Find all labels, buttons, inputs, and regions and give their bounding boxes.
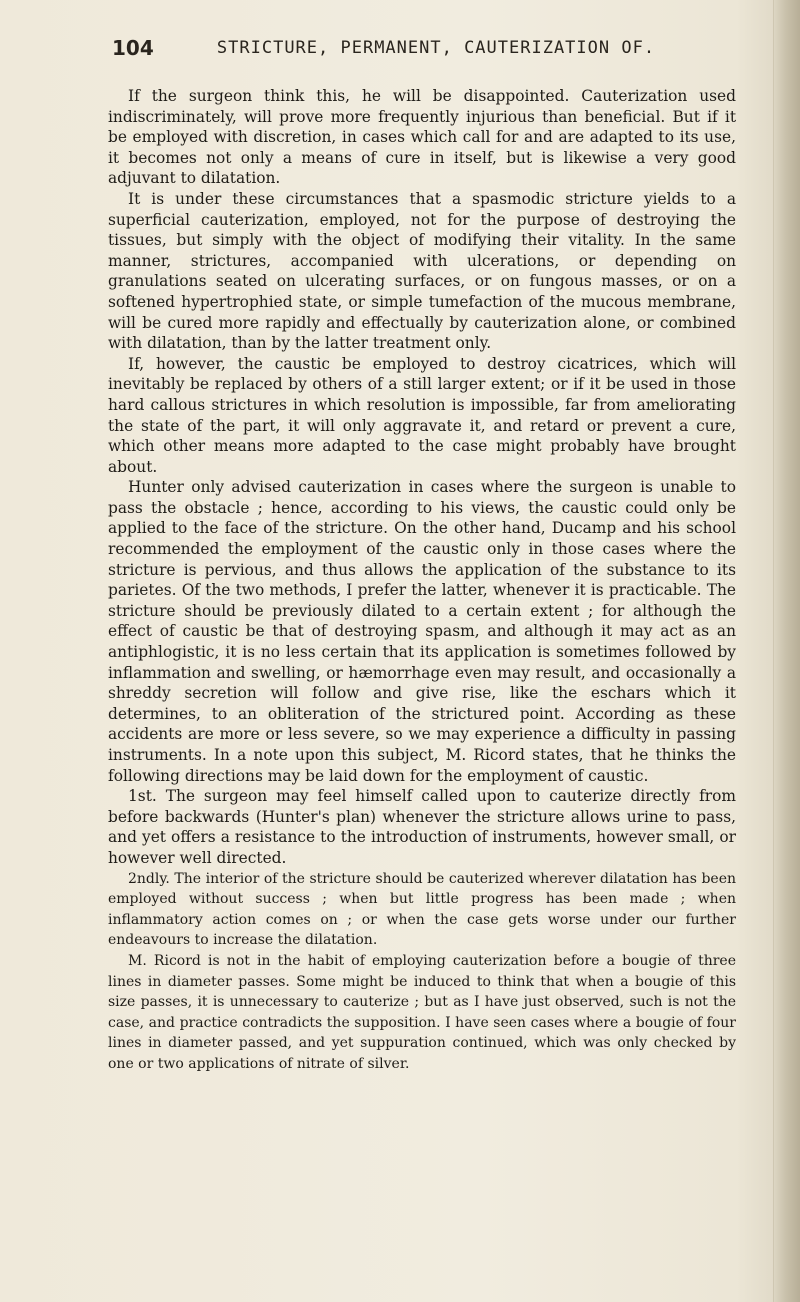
paragraph: 1st. The surgeon may feel himself called upon to cauterize directly from before backwards (Hunter's plan) whenever the stricture allows urine to pass, and yet offers a resistance to the introduction of instruments, however small, or however well directed. bbox=[108, 787, 736, 867]
body-text bbox=[108, 86, 736, 1075]
paragraph: If, however, the caustic be employed to destroy cicatrices, which will inevitably be replaced by others of a still larger extent; or if it be used in those hard callous strictures in which resolution is impossible, far from ameliorating the state of the part, it will only aggravate it, and retard or prevent a cure, which other means more adapted to the case might probably have brought about. bbox=[108, 354, 736, 476]
page-number: 104 bbox=[112, 36, 154, 60]
page-header bbox=[96, 36, 736, 62]
paragraph: Hunter only advised cauterization in cases where the surgeon is unable to pass the obstacle ; hence, according to his views, the caustic could only be applied to the face of the stricture. On the other hand, Ducamp and his school recommended the employment of the caustic only in those cases where the stricture is pervious, and thus allows the application of the substance to its parietes. Of the two methods, I prefer the latter, whenever it is practicable. The stricture should be previously dilated to a certain extent ; for although the effect of caustic be that of destroying spasm, and although it may act as an antiphlogistic, it is no less certain that its application is sometimes followed by inflammation and swelling, or hæmorrhage even may result, and occasionally a shreddy secretion will follow and give rise, like the eschars which it determines, to an obliteration of the strictured point. According as these accidents are more or less severe, so we may experience a difficulty in passing instruments. In a note upon this subject, M. Ricord states, that he thinks the following directions may be laid down for the employment of caustic. bbox=[108, 478, 736, 785]
paragraph: M. Ricord is not in the habit of employing cauterization before a bougie of three lines in diameter passes. Some might be induced to think that when a bougie of this size passes, it is unnecessary to cauterize ; but as I have just observed, such is not the case, and practice contradicts the supposition. I have seen cases where a bougie of four lines in diameter passed, and yet suppuration continued, which was only checked by one or two applications of nitrate of silver. bbox=[108, 952, 736, 1072]
paragraph: If the surgeon think this, he will be disappointed. Cauterization used indiscriminately, will prove more frequently injurious than beneficial. But if it be employed with discretion, in cases which call for and are adapted to its use, it becomes not only a means of cure in itself, but is likewise a very good adjuvant to dilatation. bbox=[108, 87, 736, 188]
running-head: STRICTURE, PERMANENT, CAUTERIZATION OF. bbox=[216, 38, 656, 58]
page-edge-shadow bbox=[773, 0, 800, 1302]
paragraph: 2ndly. The interior of the stricture should be cauterized wherever dilatation has been employed without success ; when but little progress has been made ; when inflammatory action comes on ; or when the case gets worse under our further endeavours to increase the dilatation. bbox=[108, 870, 736, 949]
paragraph: It is under these circumstances that a spasmodic stricture yields to a superficial cauterization, employed, not for the purpose of destroying the tissues, but simply with the object of modifying their vitality. In the same manner, strictures, accompanied with ulcerations, or depending on granulations seated on ulcerating surfaces, or on fungous masses, or on a softened hypertrophied state, or simple tumefaction of the mucous membrane, will be cured more rapidly and effectually by cauterization alone, or combined with dilatation, than by the latter treatment only. bbox=[108, 189, 736, 353]
